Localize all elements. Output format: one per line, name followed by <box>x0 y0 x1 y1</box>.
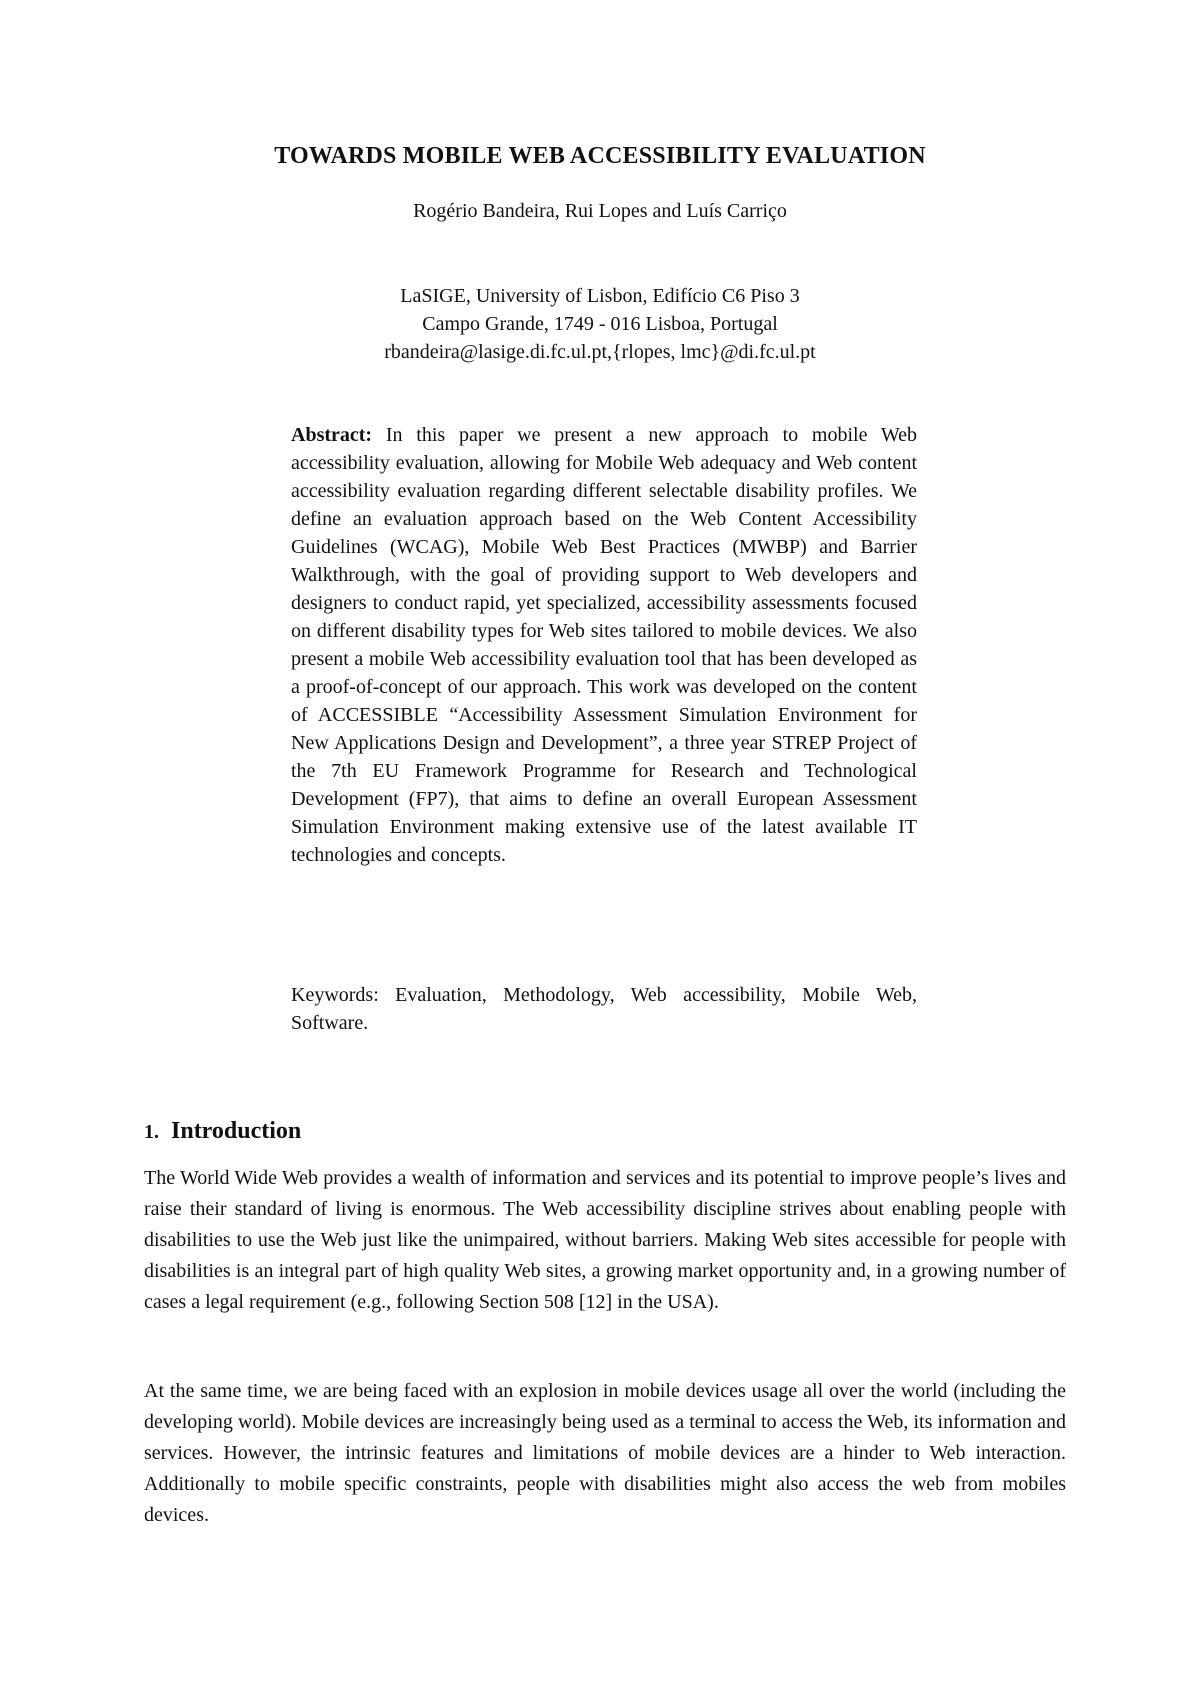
author-list: Rogério Bandeira, Rui Lopes and Luís Carriço <box>413 200 787 222</box>
section-number: 1. <box>144 1121 159 1143</box>
keywords: Keywords: Evaluation, Methodology, Web accessibility, Mobile Web, Software. <box>291 984 917 1034</box>
paper-title: TOWARDS MOBILE WEB ACCESSIBILITY EVALUATION <box>274 143 926 169</box>
contact-emails: rbandeira@lasige.di.fc.ul.pt,{rlopes, lmc}@di.fc.ul.pt <box>384 341 816 363</box>
body-paragraph: At the same time, we are being faced with an explosion in mobile devices usage all over the world (including the developing world). Mobile devices are increasingly being used as a terminal to access the Web, its information and services. However, the intrinsic features and limitations of mobile devices are a hinder to Web interaction. Additionally to mobile specific constraints, people with disabilities might also access the web from mobiles devices. <box>144 1380 1066 1526</box>
affiliation-block <box>0 282 1200 366</box>
abstract <box>291 421 917 869</box>
section-heading <box>144 1118 301 1145</box>
abstract-label: Abstract: <box>291 424 373 446</box>
section-title: Introduction <box>171 1118 302 1144</box>
abstract-text: In this paper we present a new approach to mobile Web accessibility evaluation, allowing for Mobile Web adequacy and Web content accessibility evaluation regarding different selectable disability profiles. We define an evaluation approach based on the Web Content Accessibility Guidelines (WCAG), Mobile Web Best Practices (MWBP) and Barrier Walkthrough, with the goal of providing support to Web developers and designers to conduct rapid, yet specialized, accessibility assessments focused on different disability types for Web sites tailored to mobile devices. We also present a mobile Web accessibility evaluation tool that has been developed as a proof-of-concept of our approach. This work was developed on the content of ACCESSIBLE “Accessibility Assessment Simulation Environment for New Applications Design and Development”, a three year STREP Project of the 7th EU Framework Programme for Research and Technological Development (FP7), that aims to define an overall European Assessment Simulation Environment making extensive use of the latest available IT technologies and concepts. <box>291 424 918 866</box>
affiliation-line: LaSIGE, University of Lisbon, Edifício C6 Piso 3 <box>400 285 800 307</box>
body-paragraph: The World Wide Web provides a wealth of information and services and its potential to improve people’s lives and raise their standard of living is enormous. The Web accessibility discipline strives about enabling people with disabilities to use the Web just like the unimpaired, without barriers. Making Web sites accessible for people with disabilities is an integral part of high quality Web sites, a growing market opportunity and, in a growing number of cases a legal requirement (e.g., following Section 508 [12] in the USA). <box>144 1167 1066 1313</box>
affiliation-line: Campo Grande, 1749 - 016 Lisboa, Portugal <box>422 313 778 335</box>
